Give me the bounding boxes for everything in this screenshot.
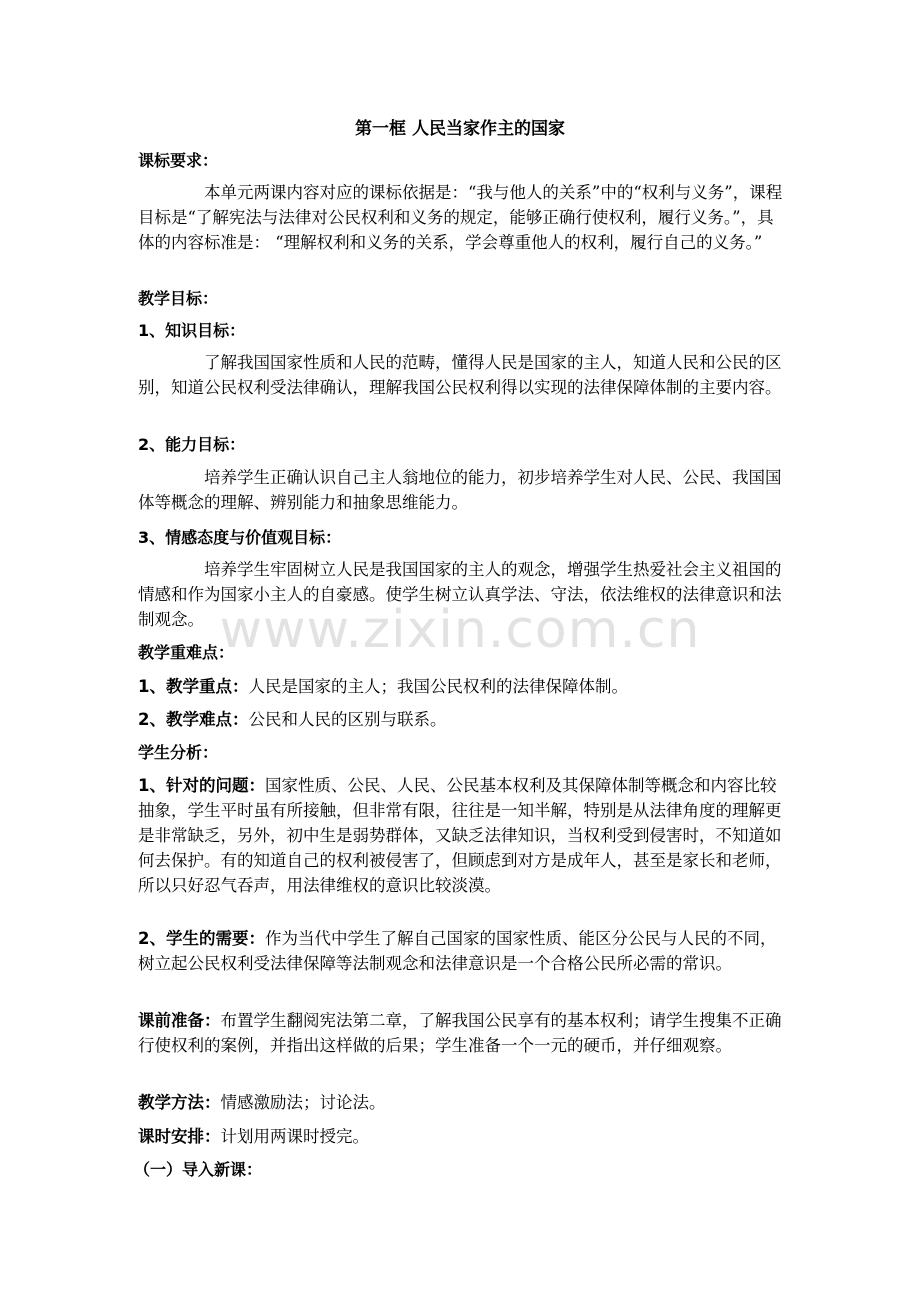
- zhunbei-paragraph: [138, 1008, 784, 1058]
- kebiao-paragraph: 本单元两课内容对应的课标依据是：“我与他人的关系”中的“权利与义务”，课程目标是“了解宪法与法律对公民权利和义务的规定，能够正确行使权利，履行义务。”，具体的内容标准是： “理解权利和义务的关系，学会尊重他人的权利，履行自己的义务。”: [138, 183, 783, 252]
- zhongdian-label: 1、教学重点：: [138, 677, 249, 696]
- fangfa-line: [138, 1090, 784, 1115]
- anpai-label: 课时安排：: [138, 1127, 221, 1146]
- fangfa-label: 教学方法：: [138, 1093, 221, 1112]
- zhunbei-label: 课前准备：: [138, 1011, 221, 1030]
- qinggan-paragraph: 培养学生牢固树立人民是我国国家的主人的观念，增强学生热爱社会主义祖国的情感和作为国家小主人的自豪感。使学生树立认真学法、守法，依法维权的法律意识和法制观念。: [138, 560, 782, 629]
- zhunbei-text: 布置学生翻阅宪法第二章，了解我国公民享有的基本权利；请学生搜集不正确行使权利的案例，并指出这样做的后果；学生准备一个一元的硬币，并仔细观察。: [138, 1011, 782, 1055]
- zhishi-heading: 1、知识目标：: [138, 321, 246, 340]
- xuyao-label: 2、学生的需要：: [138, 929, 265, 948]
- wenti-text: 国家性质、公民、人民、公民基本权利及其保障体制等概念和内容比较抽象，学生平时虽有所接触，但非常有限，往往是一知半解，特别是从法律角度的理解更是非常缺乏，另外，初中生是弱势群体，又缺乏法律知识，当权利受到侵害时，不知道如何去保护。有的知道自己的权利被侵害了，但顾虑到对方是成年人，甚至是家长和老师，所以只好忍气吞声，用法律维权的意识比较淡漠。: [138, 776, 782, 895]
- watermark: www.zixin.com.cn: [219, 600, 701, 660]
- nengli-heading: 2、能力目标：: [138, 435, 246, 454]
- zhongdian-text: 人民是国家的主人；我国公民权利的法律保障体制。: [248, 677, 628, 696]
- nandian-label: 2、教学难点：: [138, 710, 249, 729]
- nengli-paragraph: 培养学生正确认识自己主人翁地位的能力，初步培养学生对人民、公民、我国国体等概念的理解、辨别能力和抽象思维能力。: [138, 468, 782, 512]
- wenti-label: 1、针对的问题：: [138, 776, 265, 795]
- qinggan-heading: 3、情感态度与价值观目标：: [138, 528, 342, 547]
- daoru-heading: （一）导入新课：: [134, 1160, 263, 1179]
- xuesheng-heading: 学生分析：: [138, 743, 219, 762]
- anpai-line: [138, 1124, 784, 1149]
- anpai-text: 计划用两课时授完。: [220, 1127, 369, 1146]
- mubiao-heading: 教学目标：: [138, 289, 219, 308]
- zhongdian-line: [138, 674, 784, 699]
- zhishi-paragraph: 了解我国国家性质和人民的范畴，懂得人民是国家的主人，知道人民和公民的区别，知道公民权利受法律确认，理解我国公民权利得以实现的法律保障体制的主要内容。: [138, 353, 782, 397]
- zhongnan-heading: 教学重难点：: [138, 643, 235, 662]
- kebiao-heading: 课标要求：: [138, 151, 219, 170]
- xuyao-paragraph: [138, 926, 784, 976]
- xuyao-text: 作为当代中学生了解自己国家的国家性质、能区分公民与人民的不同，树立起公民权利受法律保障等法制观念和法律意识是一个合格公民所必需的常识。: [138, 929, 777, 973]
- wenti-paragraph: [138, 773, 784, 898]
- nandian-line: [138, 707, 784, 732]
- fangfa-text: 情感激励法；讨论法。: [220, 1093, 386, 1112]
- nandian-text: 公民和人民的区别与联系。: [248, 710, 447, 729]
- page-title: 第一框 人民当家作主的国家: [355, 119, 565, 139]
